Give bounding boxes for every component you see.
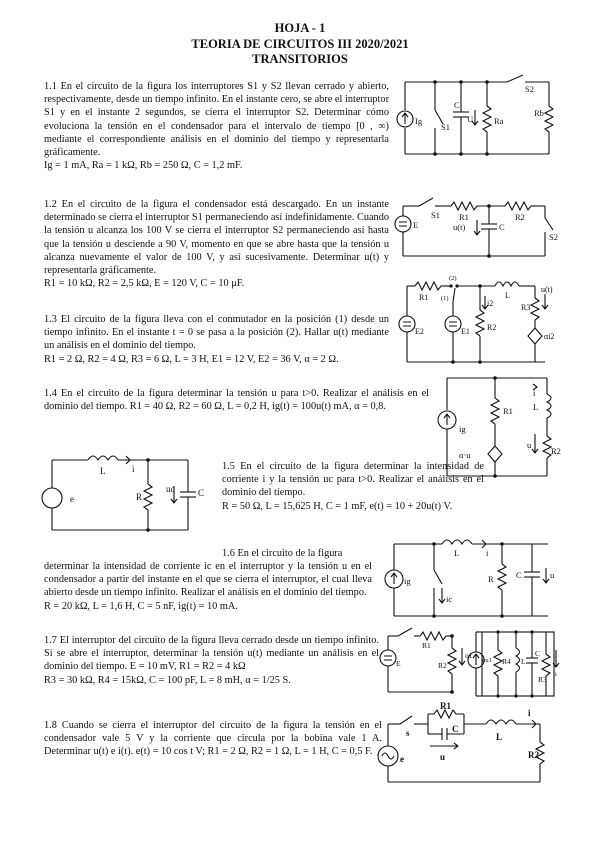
problem-1-7 [44, 634, 379, 687]
label-l: L [496, 732, 503, 742]
problem-1-4-text: 1.4 En el circuito de la figura determinar la tensión u para t>0. Realizar el análisis en el dominio del tiempo. R1 = 40 Ω, R2 = 60 Ω, L = 0,2 H, ig(t) = 100u(t) mA, α = 0,8. [44, 388, 429, 413]
label-e: E [396, 659, 401, 668]
problem-1-1-data: Ig = 1 mA, Ra = 1 kΩ, Rb = 250 Ω, C = 1,2 mF. [44, 160, 243, 172]
label-r: R [488, 574, 494, 584]
label-c: C [516, 570, 522, 580]
label-rb: Rb [534, 108, 544, 118]
label-c: C [499, 222, 505, 232]
circuit-1-7 [378, 620, 560, 702]
label-r1: R1 [419, 293, 429, 302]
label-ut: u(t) [541, 285, 553, 294]
label-r1: R1 [440, 701, 451, 711]
label-u: u [553, 669, 557, 678]
label-l: L [533, 402, 539, 412]
circuit-1-2 [393, 190, 561, 265]
label-r2: R2 [515, 212, 525, 222]
label-ig: ig [459, 424, 466, 434]
label-r2: R2 [551, 446, 561, 456]
label-r1: R1 [459, 212, 469, 222]
topic-title: TRANSITORIOS [252, 52, 348, 66]
label-ig: Ig [415, 116, 423, 126]
label-i2: i2 [487, 299, 494, 308]
problem-1-7-data: R3 = 30 kΩ, R4 = 15kΩ, C = 100 pF, L = 8 mH, α = 1/25 S. [44, 674, 291, 686]
label-e: E [413, 220, 419, 230]
label-r2: R2 [438, 661, 447, 670]
circuit-1-3 [395, 272, 565, 372]
problem-1-8 [44, 719, 382, 759]
label-i: i [533, 388, 536, 398]
label-e2: E2 [415, 327, 424, 336]
circuit-1-1 [397, 72, 557, 162]
label-l: L [100, 466, 106, 476]
label-alpha-u: α·u [459, 450, 471, 460]
label-s: s [406, 728, 410, 738]
label-s1: S1 [441, 122, 450, 132]
circuit-1-5 [38, 450, 218, 540]
label-l: L [505, 291, 510, 300]
label-uc: uc [166, 484, 175, 494]
problem-1-6 [44, 560, 372, 613]
problem-1-2-data: R1 = 10 kΩ, R2 = 2,5 kΩ, E = 120 V, C = 10 μF. [44, 278, 245, 290]
problem-1-2-text: 1.2 En el circuito de la figura el condensador está descargado. En un instante determinado se cierra el interruptor S1 permaneciendo así indefinidamente. Cuando la tensión u alcanza los 100 V se cierra el interruptor S2 permaneciendo así hasta que la tensión u desciende a 90 V, momento en que se abre hasta que la tensión u alcanza nuevamente el valor de 100 V, y así sucesivamente. Determinar u(t) y representarla gráficamente. [44, 199, 389, 277]
label-ra: Ra [494, 116, 504, 126]
label-alpha-i2: αi2 [544, 332, 555, 341]
sheet-title: HOJA - 1 [274, 21, 326, 35]
label-i: i [528, 708, 531, 718]
label-i: i [132, 464, 135, 474]
label-u1: u1 [465, 651, 473, 660]
label-c: C [198, 488, 205, 498]
label-r: R [136, 492, 143, 502]
label-u: u [527, 440, 532, 450]
label-c: C [454, 100, 460, 110]
label-r2: R2 [528, 750, 539, 760]
label-r4: R4 [502, 657, 511, 666]
label-r1: R1 [422, 641, 431, 650]
problem-1-6-text-a: 1.6 En el circuito de la figura [222, 548, 343, 559]
problem-1-7-text: 1.7 El interruptor del circuito de la figura lleva cerrado desde un tiempo infinito. Si se abre el interruptor, determinar la tensión u(t) mediante un análisis en el dominio del tiempo. E = 10 mV, R1 = R2 = 4 kΩ [44, 635, 379, 673]
label-ic: ic [446, 594, 453, 604]
problem-1-6-data: R = 20 kΩ, L = 1,6 H, C = 5 nF, ig(t) = 10 mA. [44, 600, 238, 612]
label-s2: S2 [549, 232, 558, 242]
label-e: e [400, 754, 404, 764]
label-alpha-u1: αu1 [482, 657, 492, 664]
label-r3: R3 [538, 675, 547, 684]
problem-1-4 [44, 387, 429, 413]
circuit-1-8 [378, 702, 558, 790]
problem-1-1-text: 1.1 En el circuito de la figura los interruptores S1 y S2 llevan cerrado y abierto, respectivamente, desde un tiempo infinito. En el instante cero, se abre el interruptor S1 y en el instante 2 segundos, se cierra el interruptor S2. Determinar cómo evoluciona la tensión en el condensador para el intervalo de tiempo [0 , ∞) mediante el correspondiente análisis en el dominio del tiempo y representarla gráficamente. [44, 81, 389, 159]
circuit-1-6 [382, 536, 560, 620]
label-u: U [467, 114, 474, 124]
label-l: L [454, 548, 460, 558]
problem-1-6-intro [222, 547, 370, 560]
label-s2: S2 [525, 84, 534, 94]
label-r1: R1 [503, 406, 513, 416]
label-ig: ig [404, 576, 411, 586]
label-u: u [440, 752, 446, 762]
label-r3: R3 [521, 303, 531, 312]
label-s1: S1 [431, 210, 440, 220]
problem-1-6-text-b: determinar la intensidad de corriente ic en el interruptor y la tensión u en el condensador a partir del instante en el que se cierra el interruptor, el cual lleva abierto desde un tiempo infinito. Realizar el análisis en el dominio del tiempo. [44, 561, 372, 599]
label-c: C [452, 724, 459, 734]
problem-1-8-text: 1.8 Cuando se cierra el interruptor del circuito de la figura la tensión en el condensador vale 5 V y la corriente que circula por la bobina vale 1 A. Determinar u(t) e i(t). e(t) = 10 cos t V; R1 = 2 Ω, R2 = 1 Ω, L = 1 H, C = 0,5 F. [44, 720, 382, 758]
label-pos2: (2) [449, 275, 457, 282]
label-r2: R2 [487, 323, 497, 332]
label-e1: E1 [461, 327, 470, 336]
course-title: TEORIA DE CIRCUITOS III 2020/2021 [191, 37, 409, 51]
label-ut: u(t) [453, 222, 466, 232]
label-e: e [70, 494, 74, 504]
label-l: L [521, 657, 526, 666]
label-c: C [535, 649, 541, 658]
problem-1-5-text: 1.5 En el circuito de la figura determinar la intensidad de corriente i y la tensión uc para t>0. Realizar el análisis en el dominio del tiempo. [222, 461, 484, 499]
problem-1-3-text: 1.3 El circuito de la figura lleva con el conmutador en la posición (1) desde un tiempo infinito. En el instante t = 0 se pasa a la posición (2). Hallar u(t) mediante un análisis en el dominio del tiempo. [44, 314, 389, 352]
problem-1-5 [222, 460, 484, 513]
label-i: i [486, 548, 489, 558]
problem-1-5-data: R = 50 Ω, L = 15,625 H, C = 1 mF, e(t) = 10 + 20u(t) V. [222, 500, 453, 512]
problem-1-2 [44, 198, 389, 290]
problem-1-3 [44, 313, 389, 366]
problem-1-3-data: R1 = 2 Ω, R2 = 4 Ω, R3 = 6 Ω, L = 3 H, E1 = 12 V, E2 = 36 V, α = 2 Ω. [44, 353, 339, 365]
label-u: u [550, 570, 555, 580]
label-pos1: (1) [441, 295, 449, 302]
problem-1-1 [44, 80, 389, 172]
